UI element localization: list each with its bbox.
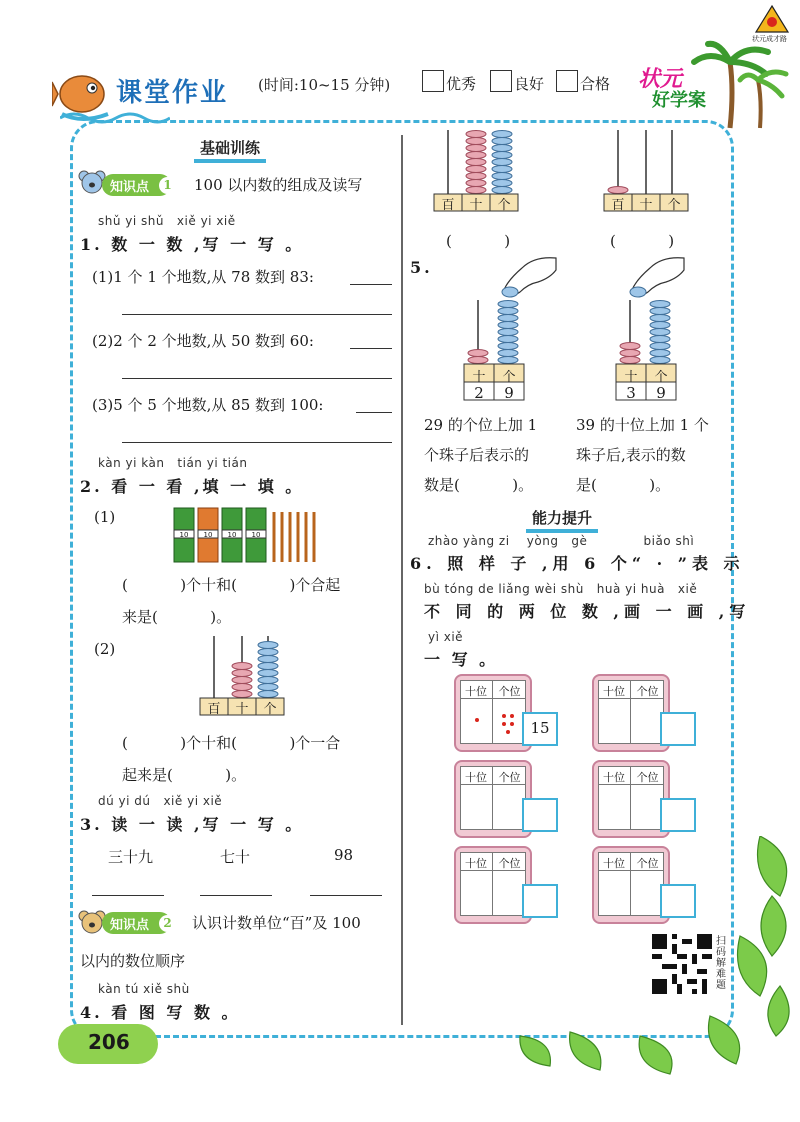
q2-part1-text-a: ( )个十和( )个合起 [122,576,341,594]
kp2-label: 知识点 [110,918,150,933]
corner-logo-text: 状元成才路 [752,35,787,43]
q5-left-text-2: 个珠子后表示的 [424,446,530,464]
q1-answer-line-1b[interactable] [122,314,392,315]
grade-checkbox-pass[interactable] [556,70,578,92]
q2-part1-text-b: 来是( )。 [122,608,232,626]
q2-part1-label: (1) [94,508,116,526]
answer-box[interactable] [522,798,558,832]
bundle-label-4: 10 [251,531,261,539]
abacus-q5r-digit-tens: 3 [626,384,636,402]
abacus-q2-label-tens: 十 [235,702,249,717]
example-answer: 15 [530,719,550,737]
q2-pinyin: kàn yi kàn tián yi tián [98,456,248,470]
q5-right-text-1: 39 的十位上加 1 个 [576,416,709,434]
hand-icon [494,254,558,304]
q5-right-text-3: 是( )。 [576,476,671,494]
brand-top: 状元 [638,67,683,92]
cell-label-tens: 十位 [465,857,487,870]
q1-answer-line-1a[interactable] [350,284,392,285]
cell-label-ones: 个位 [498,771,521,784]
q4-title: 4. 看 图 写 数 。 [80,1003,241,1022]
cell-label-ones: 个位 [636,771,659,784]
q5-title: 5. [410,258,433,277]
bundle-label-2: 10 [203,531,213,539]
cell-label-ones: 个位 [498,857,521,870]
section-title-advanced: 能力提升 [526,506,598,533]
cell-label-tens: 十位 [465,685,487,698]
q1-item-1: (1)1 个 1 个地数,从 78 数到 83: [92,268,314,286]
q6-pinyin-1: zhào yàng zi yòng gè biǎo shì [428,534,695,548]
kp2-text-a: 认识计数单位“百”及 100 [192,914,361,932]
q1-answer-line-3b[interactable] [122,442,392,443]
q5-left-text-3: 数是( )。 [424,476,534,494]
kp1-number: 1 [159,177,176,194]
cell-label-ones: 个位 [636,685,659,698]
kp1-text: 100 以内数的组成及读写 [194,176,363,194]
example-dots [460,700,526,744]
q3-answer-line-3[interactable] [310,895,382,896]
bundle-label-3: 10 [227,531,237,539]
kp2-text-b: 以内的数位顺序 [80,952,186,970]
q3-pinyin: dú yi dú xiě yi xiě [98,794,223,808]
q6-pinyin-2: bù tóng de liǎng wèi shù huà yi huà xiě [424,582,698,596]
q3-word-1: 三十九 [108,848,154,866]
abacus-q4a-label-tens: 十 [469,198,483,213]
abacus-q2-label-hundreds: 百 [207,702,221,717]
grade-checkbox-excellent[interactable] [422,70,444,92]
corner-logo-icon [752,4,792,34]
q6-line-1: 6. 照 样 子 ,用 6 个“ · ”表 示 [410,554,745,573]
q3-title: 3. 读 一 读 ,写 一 写 。 [80,815,305,834]
q6-line-2: 不 同 的 两 位 数 ,画 一 画 ,写 [424,602,751,621]
abacus-q4b-label-ones: 个 [667,198,681,213]
q2-part2-text-b: 起来是( )。 [122,766,247,784]
q4-answer-a[interactable]: ( ) [446,232,511,250]
q2-part2-text-a: ( )个十和( )个一合 [122,734,341,752]
bundle-label-1: 10 [179,531,189,539]
grade-label-pass: 合格 [580,75,611,93]
cell-label-tens: 十位 [465,771,487,784]
abacus-q4b-label-tens: 十 [639,198,653,213]
q3-answer-line-2[interactable] [200,895,272,896]
q1-answer-line-3a[interactable] [356,412,392,413]
abacus-q4b-label-hundreds: 百 [611,198,625,213]
page-number: 206 [88,1030,130,1054]
time-limit: (时间:10~15 分钟) [258,76,391,94]
kp1-label: 知识点 [110,180,150,195]
cell-label-tens: 十位 [603,685,625,698]
cell-label-tens: 十位 [603,857,625,870]
abacus-q2-label-ones: 个 [263,702,277,717]
q1-item-3: (3)5 个 5 个地数,从 85 数到 100: [92,396,324,414]
header [0,0,800,120]
q4-pinyin: kàn tú xiě shù [98,982,190,996]
answer-box[interactable] [660,798,696,832]
counting-sticks-illustration [172,504,320,564]
q1-item-2: (2)2 个 2 个地数,从 50 数到 60: [92,332,314,350]
abacus-q4a-label-ones: 个 [497,198,511,213]
page-header-title: 课堂作业 [116,78,229,108]
q2-title: 2. 看 一 看 ,填 一 填 。 [80,477,305,496]
abacus-q5l-digit-tens: 2 [474,384,484,402]
single-sticks [274,512,314,562]
hand-icon [622,254,686,304]
abacus-q5l-label-ones: 个 [502,370,516,385]
abacus-q5l-digit-ones: 9 [504,384,514,402]
leaf-decoration-icon [510,836,800,1076]
q1-pinyin: shǔ yi shǔ xiě yi xiě [98,214,236,228]
abacus-q5r-label-tens: 十 [624,370,638,385]
abacus-q5r-label-ones: 个 [654,370,668,385]
q1-title: 1. 数 一 数 ,写 一 写 。 [80,235,305,254]
grade-label-good: 良好 [514,75,545,93]
column-divider [401,135,403,1025]
cell-label-tens: 十位 [603,771,625,784]
q4-answer-b[interactable]: ( ) [610,232,675,250]
cell-label-ones: 个位 [636,857,659,870]
abacus-q4a-label-hundreds: 百 [441,198,455,213]
answer-box[interactable] [660,712,696,746]
q1-answer-line-2a[interactable] [350,348,392,349]
grade-checkbox-good[interactable] [490,70,512,92]
q6-line-3: 一 写 。 [424,650,499,669]
q5-left-text-1: 29 的个位上加 1 [424,416,538,434]
q5-right-text-2: 珠子后,表示的数 [576,446,686,464]
cell-label-ones: 个位 [498,685,521,698]
abacus-q5r-digit-ones: 9 [656,384,666,402]
q3-answer-line-1[interactable] [92,895,164,896]
q2-part2-label: (2) [94,640,116,658]
q6-pinyin-3: yì xiě [428,630,464,644]
q3-word-2: 七十 [220,848,251,866]
grade-label-excellent: 优秀 [446,75,477,93]
qr-caption: 扫码解难题 [716,936,726,991]
q1-answer-line-2b[interactable] [122,378,392,379]
q3-word-3: 98 [334,846,354,864]
brand-bottom: 好学案 [652,90,706,111]
kp2-number: 2 [159,915,176,932]
palm-tree-icon [690,40,790,130]
abacus-q5l-label-tens: 十 [472,370,486,385]
section-title-basic: 基础训练 [194,136,266,163]
